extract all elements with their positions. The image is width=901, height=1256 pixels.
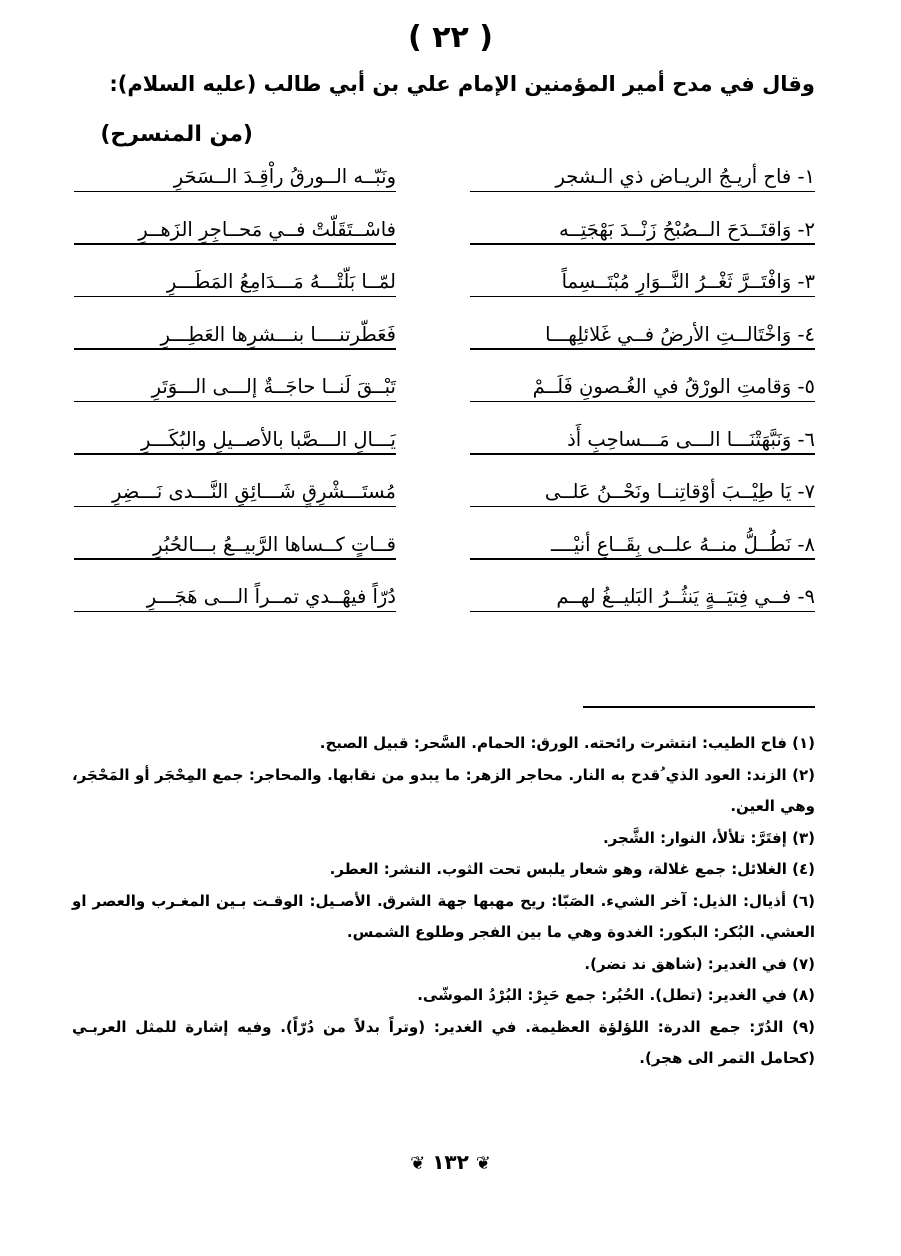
verse-number: ٥- xyxy=(797,375,815,398)
hemistich-underline xyxy=(470,191,815,192)
verse-first-hemistich xyxy=(470,211,815,249)
hemistich-underline xyxy=(470,506,815,507)
verse-second-hemistich xyxy=(66,368,396,406)
footnote: (٤) الغلائل: جمع غلالة، وهو شعار يلبس تحت الثوب. النشر: العطر. xyxy=(329,860,815,878)
hemistich-underline xyxy=(74,453,396,454)
hemistich-underline xyxy=(470,558,815,559)
verse-second-hemistich-text: تَبْــقَ لَنــا حاجَــةٌ إلـــى الـــوَتَرِ xyxy=(151,375,396,398)
verse-row xyxy=(0,316,901,354)
verse-number: ٩- xyxy=(797,585,815,608)
verse-number: ٤- xyxy=(797,322,815,346)
verse-row xyxy=(0,263,901,301)
hemistich-underline xyxy=(74,611,396,612)
verse-second-hemistich xyxy=(66,473,396,511)
verse-first-hemistich xyxy=(470,316,815,354)
hemistich-underline xyxy=(470,243,815,244)
verse-row xyxy=(0,368,901,406)
verse-first-hemistich-text: وَنَبَّهَتْنَـــا الـــى مَـــساحِبِ أَذ xyxy=(567,427,792,451)
verse-first-hemistich xyxy=(470,421,815,459)
verse-number: ٣- xyxy=(797,270,815,293)
footnote: (٢) الزند: العود الذي ُقدح به النار. محاجر الزهر: ما يبدو من نقابها. والمحاجر: جمع المِحْجَر أو المَحْجَر، وهي العين. xyxy=(72,765,815,815)
hemistich-underline xyxy=(470,296,815,297)
verse-row xyxy=(0,211,901,249)
footnote: (٣) إفتَرَّ: تلألأ، النوار: الشَّجر. xyxy=(602,828,815,847)
verse-first-hemistich xyxy=(470,526,815,564)
verse-second-hemistich-text: فاسْــتَقَلّتْ فــي مَحــاجِرِ الزَهــرِ xyxy=(138,217,396,241)
verse-number: ٨- xyxy=(797,532,815,556)
verse-number: ٦- xyxy=(797,427,815,451)
verse-first-hemistich xyxy=(470,368,815,406)
verse-first-hemistich xyxy=(470,158,815,196)
verse-number: ١- xyxy=(797,165,815,188)
verse-second-hemistich xyxy=(66,158,396,196)
verse-number: ٧- xyxy=(797,480,815,503)
verse-row xyxy=(0,158,901,196)
verse-row xyxy=(0,473,901,511)
verse-row xyxy=(0,526,901,564)
verse-second-hemistich xyxy=(66,263,396,301)
verse-first-hemistich-text: نَطُــلُّ منــهُ علــى بِقَــاعِ أنيْــــ xyxy=(551,532,792,556)
hemistich-underline xyxy=(470,348,815,349)
verse-second-hemistich-text: لمّــا بَلّتْـــهُ مَـــدَامِعُ المَطَـــرِ xyxy=(166,270,396,293)
verse-second-hemistich-text: دُرّاً فيهْــدي تمــراً الـــى هَجَـــرِ xyxy=(146,585,396,608)
hemistich-underline xyxy=(74,348,396,349)
hemistich-underline xyxy=(74,296,396,297)
verse-first-hemistich-text: وَافْتَــرَّ ثَغْــرُ النَّــوَارِ مُبْتَــسِماً xyxy=(561,270,792,293)
hemistich-underline xyxy=(74,506,396,507)
footnote: (٨) في الغدير: (تطل). الحُبُر: جمع حَبِرْ: البُرْدُ الموشّى. xyxy=(417,986,815,1004)
hemistich-underline xyxy=(74,191,396,192)
verse-first-hemistich-text: فاح أريـجُ الريـاض ذي الـشجر xyxy=(555,165,792,188)
hemistich-underline xyxy=(74,558,396,559)
verse-first-hemistich-text: وَقامتِ الورْقُ في الغُـصونِ فَلَــمْ xyxy=(532,375,792,398)
verse-first-hemistich-text: وَاقتَــدَحَ الــصُبْحُ زَنْــدَ بَهْجَتِــه xyxy=(558,217,792,241)
verse-second-hemistich xyxy=(66,526,396,564)
verse-first-hemistich-text: فــي فِتيَــةٍ يَنثُــرُ البَليــغُ لهــم xyxy=(556,585,792,608)
ornament-icon: ❦ xyxy=(410,1153,426,1174)
verse-second-hemistich-text: قــاتٍ كــساها الرَّبيــعُ بـــالحُبُرِ xyxy=(153,532,396,556)
footnote: (٧) في الغدير: (شاهق ند نضر). xyxy=(584,954,815,973)
verse-second-hemistich-text: ونَبّــه الــورقُ راْقِـدَ الــسَحَرِ xyxy=(173,165,396,188)
footnote-divider xyxy=(583,706,815,708)
verse-second-hemistich-text: يَـــالِ الـــصَّبا بالأصــيلِ والبُكَـــرِ xyxy=(141,427,396,451)
ornament-icon: ❦ xyxy=(475,1153,491,1174)
verse-first-hemistich xyxy=(470,263,815,301)
hemistich-underline xyxy=(470,453,815,454)
footnotes xyxy=(72,728,815,1075)
hemistich-underline xyxy=(74,243,396,244)
poem-number: ( ٢٢ ) xyxy=(408,20,493,55)
verse-second-hemistich xyxy=(66,578,396,616)
verse-number: ٢- xyxy=(797,217,815,241)
footnote: (٩) الدُرّ: جمع الدرة: اللؤلؤة العظيمة. في الغدير: (وتراً بدلاً من دُرّاً). وفيه إشارة للمثل العربـي (كحامل التمر الى هجر). xyxy=(72,1017,815,1067)
hemistich-underline xyxy=(74,401,396,402)
verse-second-hemistich xyxy=(66,316,396,354)
poem-title: وقال في مدح أمير المؤمنين الإمام علي بن أبي طالب (عليه السلام): xyxy=(109,72,815,96)
verse-row xyxy=(0,421,901,459)
page-number: ١٣٢ xyxy=(432,1150,469,1174)
verse-first-hemistich-text: يَا طِيْــبَ أوْقاتِنــا ونَحْــنُ عَلــى xyxy=(544,480,792,503)
verse-first-hemistich xyxy=(470,473,815,511)
verse-second-hemistich-text: مُستَـــشْرِقٍ شَـــائِقِ النَّـــدى نَـــضِرِ xyxy=(112,480,396,503)
footnote: (٦) أذيال: الذيل: آخر الشيء. الصَبّا: ريح مهبها جهة الشرق. الأصـيل: الوقـت بـين المغـرب والعصر او العشي. البُكر: البكور: الغدوة وهي ما بين الفجر وطلوع الشمس. xyxy=(72,891,815,941)
verse-second-hemistich-text: فَعَطّرتنــــا بنـــشرِها العَطِـــرِ xyxy=(160,322,396,346)
hemistich-underline xyxy=(470,401,815,402)
verse-row xyxy=(0,578,901,616)
verse-first-hemistich-text: وَاخْتَالــتِ الأرضُ فــي غَلائلِهـــا xyxy=(545,322,792,346)
poetic-meter-label: (من المنسرح) xyxy=(100,122,253,147)
footnote: (١) فاح الطيب: انتشرت رائحته. الورق: الحمام. السَّحر: قبيل الصبح. xyxy=(319,734,815,752)
verse-second-hemistich xyxy=(66,421,396,459)
hemistich-underline xyxy=(470,611,815,612)
verse-second-hemistich xyxy=(66,211,396,249)
verse-first-hemistich xyxy=(470,578,815,616)
page-number-footer xyxy=(0,1150,901,1174)
